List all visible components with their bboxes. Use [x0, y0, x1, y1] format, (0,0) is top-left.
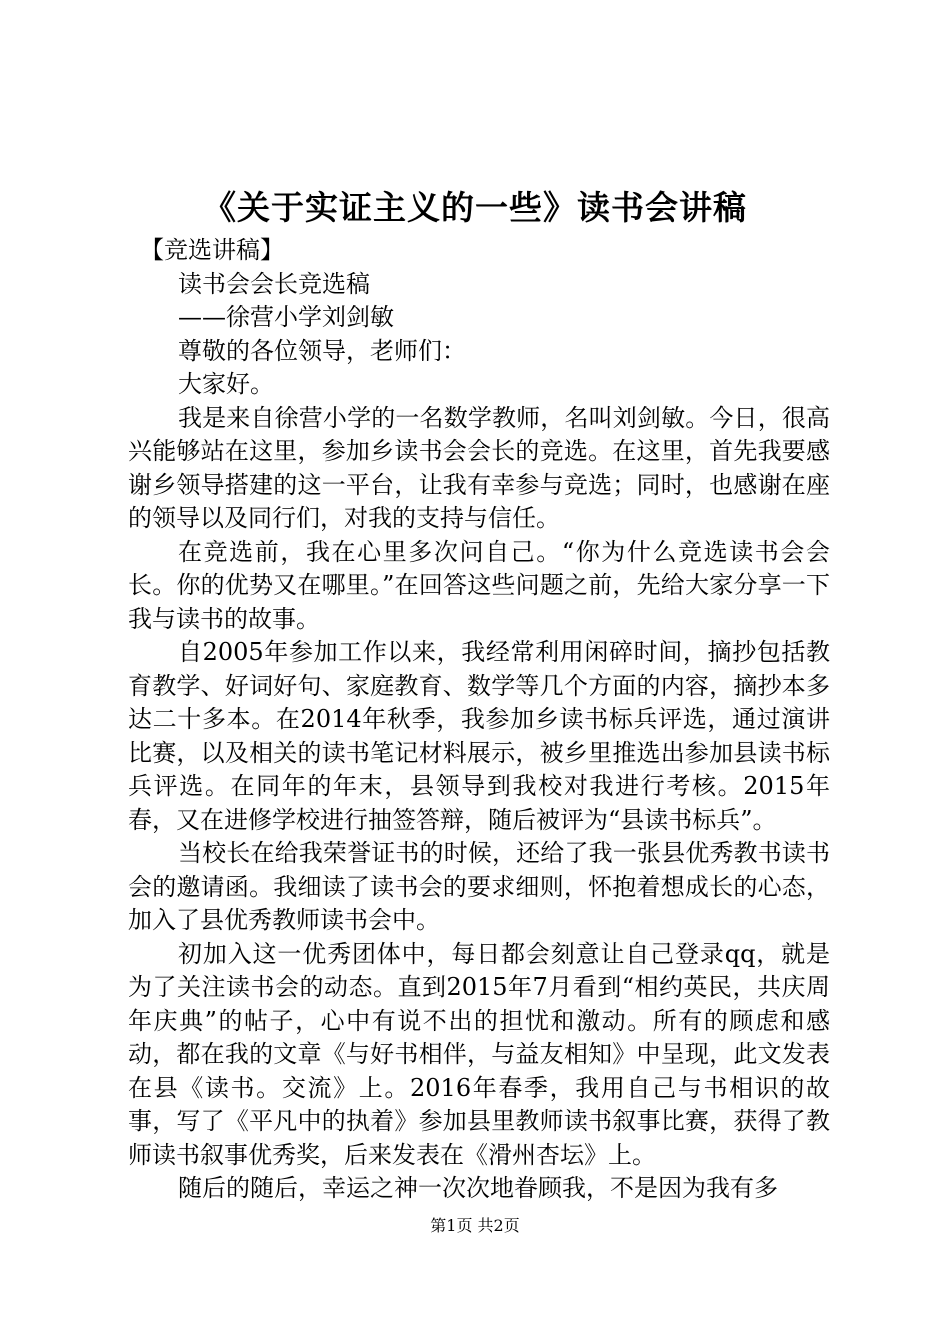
salutation-line: 尊敬的各位领导，老师们： — [178, 336, 466, 365]
tag-line: 【竞选讲稿】 — [140, 236, 284, 264]
paragraph: 自2005年参加工作以来，我经常利用闲碎时间，摘抄包括教育教学、好词好句、家庭教育、数学等几个方面的内容，摘抄本多达二十多本。在2014年秋季，我参加乡读书标兵评选，通过演讲比赛，以及相关的读书笔记材料展示，被乡里推选出参加县读书标兵评选。在同年的年末，县领导到我校对我进行考核。2015年春，又在进修学校进行抽签答辩，随后被评为“县读书标兵”。 — [128, 638, 830, 834]
paragraph: 当校长在给我荣誉证书的时候，还给了我一张县优秀教书读书会的邀请函。我细读了读书会的要求细则，怀抱着想成长的心态，加入了县优秀教师读书会中。 — [128, 839, 830, 934]
document-body — [128, 234, 830, 1206]
paragraph: 在竞选前，我在心里多次问自己。“你为什么竞选读书会会长。你的优势又在哪里。”在回答这些问题之前，先给大家分享一下我与读书的故事。 — [128, 537, 830, 633]
author-line: ——徐营小学刘剑敏 — [178, 303, 394, 331]
greeting-line: 大家好。 — [178, 370, 274, 398]
paragraph: 随后的随后，幸运之神一次次地眷顾我，不是因为我有多 — [178, 1174, 778, 1202]
paragraph: 我是来自徐营小学的一名数学教师，名叫刘剑敏。今日，很高兴能够站在这里，参加乡读书会会长的竞选。在这里，首先我要感谢乡领导搭建的这一平台，让我有幸参与竞选；同时，也感谢在座的领导以及同行们，对我的支持与信任。 — [128, 403, 830, 532]
paragraph: 初加入这一优秀团体中，每日都会刻意让自己登录qq，就是为了关注读书会的动态。直到2015年7月看到“相约英民，共庆周年庆典”的帖子，心中有说不出的担忧和激动。所有的顾虑和感动，都在我的文章《与好书相伴，与益友相知》中呈现，此文发表在县《读书。交流》上。2016年春季，我用自己与书相识的故事，写了《平凡中的执着》参加县里教师读书叙事比赛，获得了教师读书叙事优秀奖，后来发表在《滑州杏坛》上。 — [128, 939, 830, 1169]
document-title: 《关于实证主义的一些》读书会讲稿 — [203, 188, 747, 227]
page-footer: 第1页 共2页 — [430, 1216, 520, 1235]
subtitle-line: 读书会会长竞选稿 — [178, 269, 370, 298]
